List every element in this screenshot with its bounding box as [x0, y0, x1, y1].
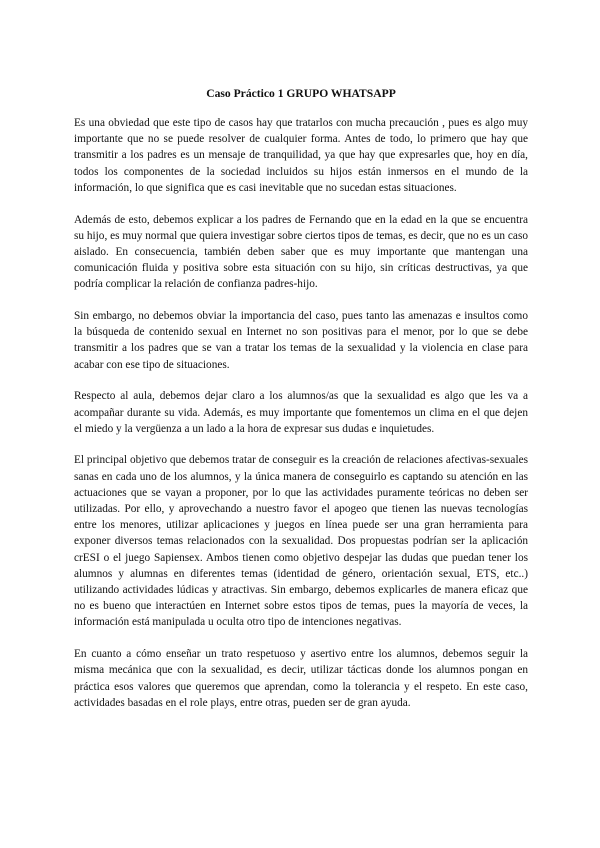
paragraph-4: Respecto al aula, debemos dejar claro a los alumnos/as que la sexualidad es algo que les va a acompañar durante su vida. Además, es muy importante que fomentemos un clima en el que dejen el miedo y la vergüenza a un lado a la hora de expresar sus dudas e inquietudes.	[74, 390, 528, 435]
paragraph-5: El principal objetivo que debemos tratar de conseguir es la creación de relaciones afectivas-sexuales sanas en cada uno de los alumnos, y la única manera de conseguirlo es captando su atención en las actuaciones que se vayan a proponer, por lo que las actividades puramente teóricas no deben ser utilizadas. Por ello, y aprovechando a nuestro favor el apogeo que tienen las nuevas tecnologías entre los menores, utilizar aplicaciones y juegos en línea puede ser una gran herramienta para exponer diversos temas relacionados con la sexualidad. Dos propuestas podrían ser la aplicación crESI o el juego Sapiensex. Ambos tienen como objetivo despejar las dudas que puedan tener los alumnos y alumnas en diferentes temas (identidad de género, orientación sexual, ETS, etc..) utilizando actividades lúdicas y atractivas. Sin embargo, debemos explicarles de manera eficaz que no es bueno que interactúen en Internet sobre estos tipos de temas, pues la mayoría de veces, la información está manipulada u oculta otro tipo de intenciones negativas.	[74, 454, 528, 629]
paragraph-2: Además de esto, debemos explicar a los padres de Fernando que en la edad en la que se encuentra su hijo, es muy normal que quiera investigar sobre ciertos tipos de temas, es decir, que no es un caso aislado. En consecuencia, también deben saber que es muy importante que mantengan una comunicación fluida y positiva sobre esta situación con su hijo, sin críticas destructivas, ya que podría complicar la relación de confianza padres-hijo.	[74, 213, 528, 291]
document-page	[74, 86, 528, 727]
paragraph-3: Sin embargo, no debemos obviar la importancia del caso, pues tanto las amenazas e insultos como la búsqueda de contenido sexual en Internet no son positivas para el menor, por lo que se debe transmitir a los padres que se van a tratar los temas de la sexualidad y la violencia en clase para acabar con ese tipo de situaciones.	[74, 310, 528, 371]
paragraph-6: En cuanto a cómo enseñar un trato respetuoso y asertivo entre los alumnos, debemos seguir la misma mecánica que con la sexualidad, es decir, utilizar tácticas donde los alumnos pongan en práctica esos valores que queremos que aprendan, como la tolerancia y el respeto. En este caso, actividades basadas en el role plays, entre otras, pueden ser de gran ayuda.	[74, 648, 528, 709]
paragraph-1: Es una obviedad que este tipo de casos hay que tratarlos con mucha precaución , pues es algo muy importante que no se puede resolver de cualquier forma. Antes de todo, lo primero que hay que transmitir a los padres es un mensaje de tranquilidad, ya que hay que expresarles que, hoy en día, todos los componentes de la sociedad incluidos su hijos están inmersos en el mundo de la información, lo que significa que es casi inevitable que no sucedan estas situaciones.	[74, 117, 528, 194]
document-title: Caso Práctico 1 GRUPO WHATSAPP	[206, 87, 396, 100]
